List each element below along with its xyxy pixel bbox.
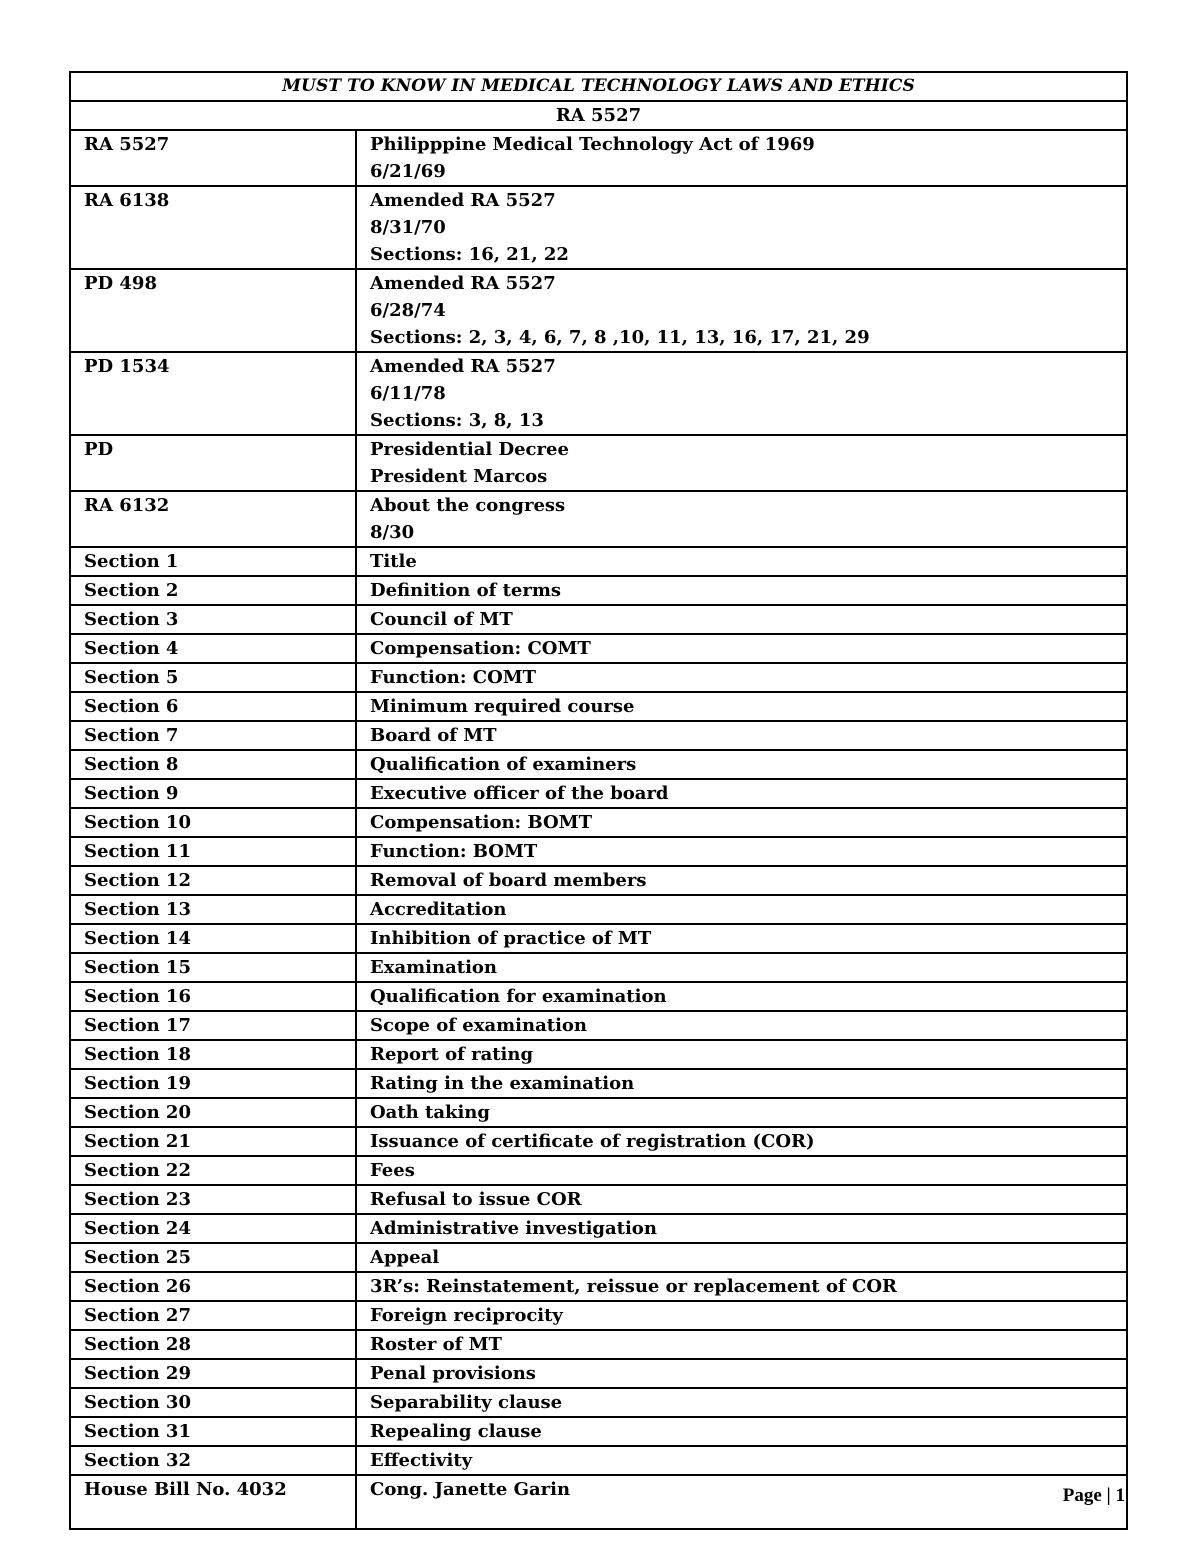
row-content bbox=[356, 269, 1127, 352]
section-label: Section 32 bbox=[70, 1446, 356, 1475]
section-description: Appeal bbox=[356, 1243, 1127, 1272]
section-label: Section 4 bbox=[70, 634, 356, 663]
row-line: Amended RA 5527 bbox=[370, 356, 556, 377]
section-description: Effectivity bbox=[356, 1446, 1127, 1475]
section-row bbox=[70, 663, 1127, 692]
row-label: RA 5527 bbox=[70, 130, 356, 186]
section-row bbox=[70, 866, 1127, 895]
table-row bbox=[70, 435, 1127, 491]
section-label: Section 9 bbox=[70, 779, 356, 808]
section-label: Section 10 bbox=[70, 808, 356, 837]
section-label: Section 11 bbox=[70, 837, 356, 866]
section-description: Board of MT bbox=[356, 721, 1127, 750]
section-label: Section 19 bbox=[70, 1069, 356, 1098]
row-content bbox=[356, 352, 1127, 435]
row-content: Cong. Janette Garin bbox=[356, 1475, 1127, 1529]
section-row bbox=[70, 1040, 1127, 1069]
section-description: Compensation: COMT bbox=[356, 634, 1127, 663]
row-label: PD 1534 bbox=[70, 352, 356, 435]
row-label: House Bill No. 4032 bbox=[70, 1475, 356, 1529]
table-row bbox=[70, 186, 1127, 269]
section-description: Fees bbox=[356, 1156, 1127, 1185]
row-line: Philipppine Medical Technology Act of 1969 bbox=[370, 134, 815, 155]
section-description: Qualification of examiners bbox=[356, 750, 1127, 779]
section-label: Section 7 bbox=[70, 721, 356, 750]
section-row bbox=[70, 1359, 1127, 1388]
section-label: Section 29 bbox=[70, 1359, 356, 1388]
section-row bbox=[70, 721, 1127, 750]
section-description: Definition of terms bbox=[356, 576, 1127, 605]
section-label: Section 30 bbox=[70, 1388, 356, 1417]
section-description: Roster of MT bbox=[356, 1330, 1127, 1359]
section-description: Administrative investigation bbox=[356, 1214, 1127, 1243]
row-line: President Marcos bbox=[370, 466, 548, 487]
section-description: Minimum required course bbox=[356, 692, 1127, 721]
section-description: Foreign reciprocity bbox=[356, 1301, 1127, 1330]
row-line: 6/21/69 bbox=[370, 161, 446, 182]
section-row bbox=[70, 1417, 1127, 1446]
document-title: MUST TO KNOW IN MEDICAL TECHNOLOGY LAWS AND ETHICS bbox=[70, 72, 1127, 101]
section-label: Section 17 bbox=[70, 1011, 356, 1040]
section-description: Function: COMT bbox=[356, 663, 1127, 692]
laws-table bbox=[69, 71, 1128, 1530]
section-row bbox=[70, 605, 1127, 634]
row-label: RA 6138 bbox=[70, 186, 356, 269]
section-row bbox=[70, 576, 1127, 605]
section-row bbox=[70, 1330, 1127, 1359]
section-label: Section 20 bbox=[70, 1098, 356, 1127]
section-label: Section 23 bbox=[70, 1185, 356, 1214]
subtitle-row bbox=[70, 101, 1127, 130]
row-line: 6/28/74 bbox=[370, 300, 446, 321]
section-label: Section 12 bbox=[70, 866, 356, 895]
section-label: Section 16 bbox=[70, 982, 356, 1011]
section-description: Executive officer of the board bbox=[356, 779, 1127, 808]
table-row bbox=[70, 491, 1127, 547]
section-row bbox=[70, 1388, 1127, 1417]
table-row bbox=[70, 130, 1127, 186]
row-line: 8/31/70 bbox=[370, 217, 446, 238]
section-row bbox=[70, 1446, 1127, 1475]
page-number: Page | 1 bbox=[1062, 1485, 1125, 1506]
section-description: Compensation: BOMT bbox=[356, 808, 1127, 837]
section-label: Section 6 bbox=[70, 692, 356, 721]
section-row bbox=[70, 1243, 1127, 1272]
section-row bbox=[70, 1127, 1127, 1156]
section-label: Section 8 bbox=[70, 750, 356, 779]
section-label: Section 25 bbox=[70, 1243, 356, 1272]
section-description: Removal of board members bbox=[356, 866, 1127, 895]
section-row bbox=[70, 1301, 1127, 1330]
section-row bbox=[70, 1214, 1127, 1243]
table-row bbox=[70, 1475, 1127, 1529]
section-label: Section 18 bbox=[70, 1040, 356, 1069]
section-label: Section 14 bbox=[70, 924, 356, 953]
section-row bbox=[70, 953, 1127, 982]
section-description: 3R’s: Reinstatement, reissue or replacement of COR bbox=[356, 1272, 1127, 1301]
section-row bbox=[70, 1272, 1127, 1301]
section-description: Scope of examination bbox=[356, 1011, 1127, 1040]
section-label: Section 3 bbox=[70, 605, 356, 634]
section-row bbox=[70, 1011, 1127, 1040]
section-description: Rating in the examination bbox=[356, 1069, 1127, 1098]
section-row bbox=[70, 982, 1127, 1011]
row-line: About the congress bbox=[370, 495, 566, 516]
section-description: Repealing clause bbox=[356, 1417, 1127, 1446]
row-label: PD bbox=[70, 435, 356, 491]
row-label: RA 6132 bbox=[70, 491, 356, 547]
section-row bbox=[70, 547, 1127, 576]
section-row bbox=[70, 895, 1127, 924]
section-row bbox=[70, 779, 1127, 808]
row-line: Sections: 3, 8, 13 bbox=[370, 410, 544, 431]
row-content bbox=[356, 186, 1127, 269]
section-row bbox=[70, 750, 1127, 779]
section-row bbox=[70, 924, 1127, 953]
section-row bbox=[70, 837, 1127, 866]
table-row bbox=[70, 269, 1127, 352]
section-label: Section 31 bbox=[70, 1417, 356, 1446]
section-label: Section 13 bbox=[70, 895, 356, 924]
row-content bbox=[356, 130, 1127, 186]
row-line: Amended RA 5527 bbox=[370, 190, 556, 211]
section-description: Issuance of certificate of registration (COR) bbox=[356, 1127, 1127, 1156]
section-description: Oath taking bbox=[356, 1098, 1127, 1127]
section-row bbox=[70, 1156, 1127, 1185]
section-row bbox=[70, 1069, 1127, 1098]
section-description: Inhibition of practice of MT bbox=[356, 924, 1127, 953]
section-label: Section 21 bbox=[70, 1127, 356, 1156]
section-label: Section 28 bbox=[70, 1330, 356, 1359]
section-description: Qualification for examination bbox=[356, 982, 1127, 1011]
section-description: Refusal to issue COR bbox=[356, 1185, 1127, 1214]
table-row bbox=[70, 352, 1127, 435]
section-row bbox=[70, 692, 1127, 721]
section-label: Section 5 bbox=[70, 663, 356, 692]
title-row bbox=[70, 72, 1127, 101]
section-row bbox=[70, 808, 1127, 837]
section-description: Function: BOMT bbox=[356, 837, 1127, 866]
section-description: Council of MT bbox=[356, 605, 1127, 634]
row-line: 8/30 bbox=[370, 522, 415, 543]
section-description: Report of rating bbox=[356, 1040, 1127, 1069]
section-label: Section 22 bbox=[70, 1156, 356, 1185]
section-label: Section 2 bbox=[70, 576, 356, 605]
section-description: Accreditation bbox=[356, 895, 1127, 924]
row-line: Sections: 16, 21, 22 bbox=[370, 244, 569, 265]
row-line: Sections: 2, 3, 4, 6, 7, 8 ,10, 11, 13, 16, 17, 21, 29 bbox=[370, 327, 870, 348]
section-row bbox=[70, 1098, 1127, 1127]
section-row bbox=[70, 1185, 1127, 1214]
row-content bbox=[356, 435, 1127, 491]
section-description: Separability clause bbox=[356, 1388, 1127, 1417]
row-content bbox=[356, 491, 1127, 547]
section-row bbox=[70, 634, 1127, 663]
row-line: Amended RA 5527 bbox=[370, 273, 556, 294]
section-label: Section 15 bbox=[70, 953, 356, 982]
section-description: Penal provisions bbox=[356, 1359, 1127, 1388]
row-line: 6/11/78 bbox=[370, 383, 446, 404]
section-label: Section 24 bbox=[70, 1214, 356, 1243]
section-label: Section 1 bbox=[70, 547, 356, 576]
row-label: PD 498 bbox=[70, 269, 356, 352]
section-label: Section 27 bbox=[70, 1301, 356, 1330]
row-line: Presidential Decree bbox=[370, 439, 569, 460]
section-label: Section 26 bbox=[70, 1272, 356, 1301]
document-subtitle: RA 5527 bbox=[70, 101, 1127, 130]
section-description: Title bbox=[356, 547, 1127, 576]
section-description: Examination bbox=[356, 953, 1127, 982]
